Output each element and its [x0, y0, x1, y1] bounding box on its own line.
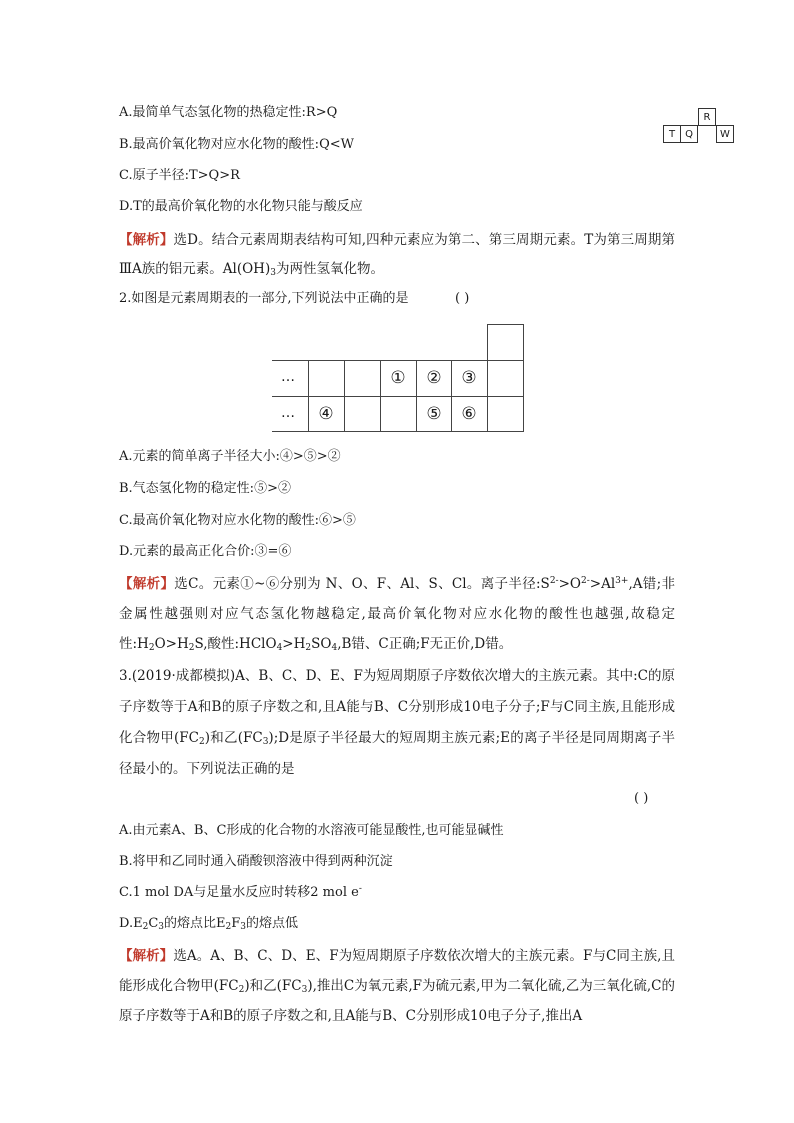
q2-cell-3: ③	[461, 368, 477, 388]
q2-cell-1: ①	[390, 368, 406, 388]
q2-row1-ellipsis: …	[281, 369, 295, 385]
q3-option-b: B.将甲和乙同时通入硝酸钡溶液中得到两种沉淀	[119, 854, 393, 869]
q3-option-c: C.1 mol DA与足量水反应时转移2 mol e-	[119, 884, 362, 900]
q2-cell-4: ④	[318, 404, 334, 424]
q2-stem: 2.如图是元素周期表的一部分,下列说法中正确的是	[119, 291, 409, 306]
q2-cell-2: ②	[426, 368, 442, 388]
q1-option-c: C.原子半径:T>Q>R	[119, 168, 240, 183]
q1-cell-w: W	[716, 125, 734, 143]
q3-answer-paren: ( )	[634, 791, 649, 806]
q1-option-b: B.最高价氧化物对应水化物的酸性:Q<W	[119, 137, 354, 152]
q2-option-c: C.最高价氧化物对应水化物的酸性:⑥>⑤	[119, 513, 356, 528]
q2-answer-paren: ( )	[455, 291, 470, 306]
q1-analysis: 【解析】选D。结合元素周期表结构可知,四种元素应为第二、第三周期元素。T为第三周期第ⅢA族的铝元素。$Al(OH)_3$为两性氢氧化物。	[119, 232, 676, 278]
q2-option-a: A.元素的简单离子半径大小:④>⑤>②	[119, 449, 341, 464]
q1-cell-r: R	[698, 108, 716, 126]
q2-cell-6: ⑥	[461, 404, 477, 424]
analysis-tag: 【解析】	[119, 576, 175, 592]
q1-option-d: D.T的最高价氧化物的水化物只能与酸反应	[119, 199, 363, 214]
q3-option-a: A.由元素A、B、C形成的化合物的水溶液可能显酸性,也可能显碱性	[119, 823, 504, 838]
q3-analysis: 【解析】选A。A、B、C、D、E、F为短周期原子序数依次增大的主族元素。F与C同主族,且能形成化合物甲$(FC_2)$和乙$(FC_3)$,推出C为氧元素,F为硫元素,甲为二氧化硫,乙为三氧化硫,C的原子序数等于A和B的原子序数之和,且A能与B、C分别形成10电子分子,推出A	[119, 948, 676, 1024]
q1-cell-q: Q	[680, 125, 698, 143]
q2-option-d: D.元素的最高正化合价:③=⑥	[119, 544, 292, 559]
q2-cell-5: ⑤	[426, 404, 442, 424]
q2-option-b: B.气态氢化物的稳定性:⑤>②	[119, 481, 291, 496]
q2-analysis: 【解析】选C。元素①~⑥分别为 N、O、F、Al、S、Cl。离子半径$:S^{2-}>O^{2-}>Al^{3+},A$错;非金属性越强则对应气态氢化物越稳定,最高价氧化物对应水化物的酸性也越强,故稳定性$:H_2O>H_2S$,酸性$:HClO_4>H_2SO_4,B$错、C正确;F无正价,D错。	[119, 576, 675, 653]
q2-row2-ellipsis: …	[281, 405, 295, 421]
q1-cell-t: T	[663, 125, 681, 143]
analysis-tag: 【解析】	[119, 232, 174, 248]
q1-option-a: A.最简单气态氢化物的热稳定性:R>Q	[119, 105, 338, 120]
q3-option-d: $D.E_2C_3$的熔点比$E_2F_3$的熔点低	[119, 916, 299, 932]
q3-stem: 3.(2019·成都模拟)A、B、C、D、E、F为短周期原子序数依次增大的主族元素。其中:C的原子序数等于A和B的原子序数之和,且A能与B、C分别形成10电子分子;F与C同主族,且能形成化合物甲$(FC_2)$和乙$(FC_3);D$是原子半径最大的短周期主族元素;E的离子半径是同周期离子半径最小的。下列说法正确的是	[119, 668, 675, 777]
analysis-tag: 【解析】	[119, 948, 174, 964]
